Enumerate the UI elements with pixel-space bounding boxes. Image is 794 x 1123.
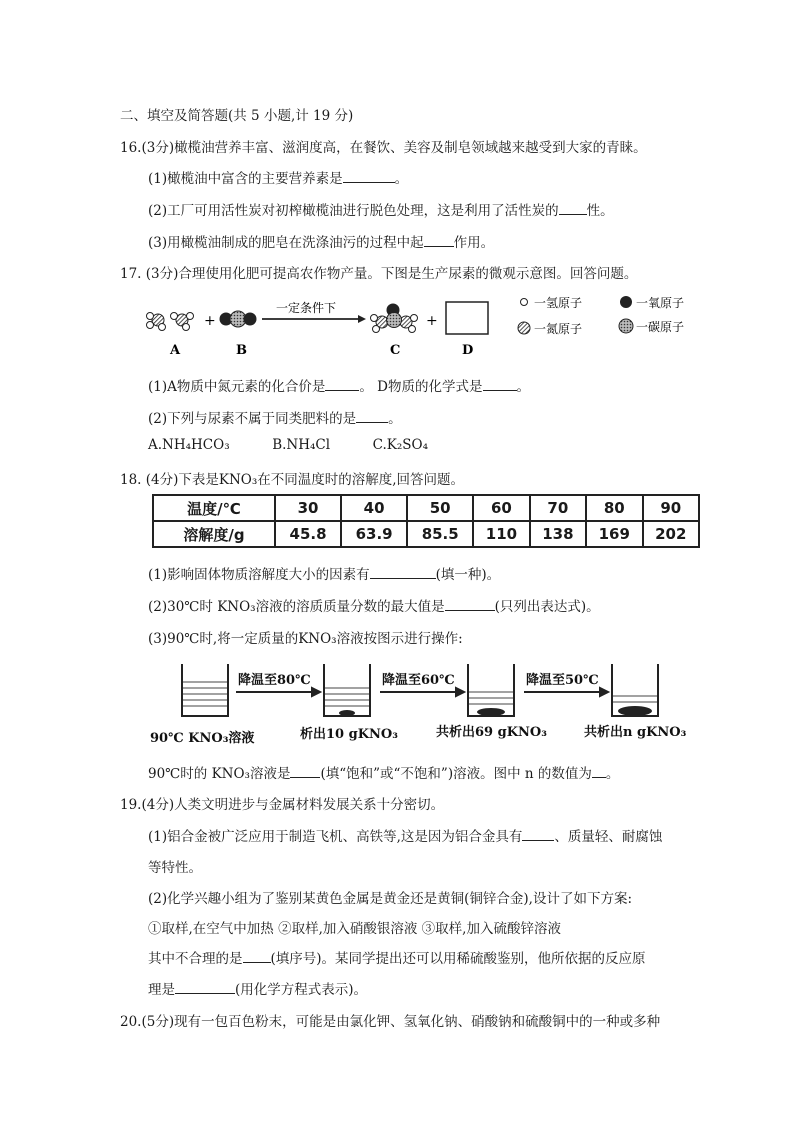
label-d: D (462, 343, 474, 358)
table-cell: 202 (643, 521, 700, 547)
beaker-1 (182, 664, 228, 716)
molecule-b (220, 311, 257, 327)
section-title: 二、填空及简答题(共 5 小题,计 19 分) (120, 108, 354, 124)
answer-blank[interactable] (175, 981, 235, 994)
table-cell: 45.8 (275, 521, 341, 547)
answer-blank[interactable] (424, 234, 454, 247)
plus-sign: + (426, 313, 438, 329)
answer-blank[interactable] (522, 828, 554, 841)
table-cell: 169 (586, 521, 642, 547)
answer-blank[interactable] (343, 170, 395, 183)
q18-stem: 18. (4分)下表是KNO₃在不同温度时的溶解度,回答问题。 (120, 472, 465, 488)
table-cell: 70 (530, 495, 586, 521)
table-cell: 80 (586, 495, 642, 521)
table-row-temperature (153, 495, 699, 521)
cooling-process-diagram (146, 654, 706, 750)
q19-part1: (1)铝合金被广泛应用于制造飞机、高铁等,这是因为铝合金具有 、质量轻、耐腐蚀 (148, 829, 663, 845)
q16-stem: 16.(3分)橄榄油营养丰富、滋润度高，在餐饮、美容及制皂领域越来越受到大家的青睐。 (120, 140, 647, 156)
label-b: B (236, 343, 247, 358)
molecule-d-box (446, 302, 488, 334)
q17-part2: (2)下列与尿素不属于同类肥料的是 。 (148, 411, 402, 427)
atom-legend (518, 296, 684, 336)
answer-blank[interactable] (445, 598, 495, 611)
q17-part1: (1)A物质中氮元素的化合价是 。 D物质的化学式是 。 (148, 379, 530, 395)
q16-part3: (3)用橄榄油制成的肥皂在洗涤油污的过程中起 作用。 (148, 235, 495, 251)
q19-part3-cont: 理是 (用化学方程式表示)。 (148, 982, 368, 998)
legend-nitrogen: 一氮原子 (534, 322, 583, 336)
legend-hydrogen: 一氢原子 (534, 296, 583, 310)
table-cell: 85.5 (407, 521, 473, 547)
table-cell: 138 (530, 521, 586, 547)
q18-part4: 90℃时的 KNO₃溶液是 (填“饱和”或“不饱和”)溶液。图中 n 的数值为 。 (148, 766, 620, 782)
answer-blank[interactable] (370, 566, 436, 579)
table-header-temperature: 温度/℃ (153, 495, 275, 521)
q19-part1-cont: 等特性。 (148, 860, 202, 876)
q19-part3: 其中不合理的是 (填序号)。某同学提出还可以用稀硫酸鉴别，他所依据的反应原 (148, 951, 646, 967)
arrow-label-50: 降温至50℃ (526, 673, 599, 688)
answer-blank[interactable] (290, 765, 320, 778)
legend-oxygen: 一氧原子 (636, 296, 685, 310)
answer-blank[interactable] (483, 378, 517, 391)
q18-part3: (3)90℃时,将一定质量的KNO₃溶液按图示进行操作: (148, 631, 463, 647)
label-c: C (390, 343, 401, 358)
table-cell: 90 (643, 495, 700, 521)
plus-sign: + (204, 313, 216, 329)
crystals-1 (339, 710, 355, 716)
legend-carbon: 一碳原子 (636, 320, 685, 334)
table-cell: 63.9 (341, 521, 407, 547)
q16-part2: (2)工厂可用活性炭对初榨橄榄油进行脱色处理，这是利用了活性炭的 性。 (148, 203, 614, 219)
answer-blank[interactable] (325, 378, 359, 391)
caption-beaker-2: 析出10 gKNO₃ (300, 727, 398, 742)
q16-part1: (1)橄榄油中富含的主要营养素是 。 (148, 171, 409, 187)
option-c[interactable]: C.K₂SO₄ (372, 437, 429, 453)
molecule-c (371, 304, 418, 333)
table-cell: 30 (275, 495, 341, 521)
q18-part2: (2)30℃时 KNO₃溶液的溶质质量分数的最大值是 (只列出表达式)。 (148, 599, 600, 615)
q19-options: ①取样,在空气中加热 ②取样,加入硝酸银溶液 ③取样,加入硫酸锌溶液 (148, 921, 561, 937)
q18-part1: (1)影响固体物质溶解度大小的因素有 (填一种)。 (148, 567, 501, 583)
answer-blank[interactable] (243, 950, 271, 963)
crystals-2 (477, 708, 505, 716)
label-a: A (170, 343, 181, 358)
arrow-label-80: 降温至80℃ (238, 673, 311, 688)
option-b[interactable]: B.NH₄Cl (272, 437, 331, 453)
option-a[interactable]: A.NH₄HCO₃ (148, 437, 230, 453)
table-header-solubility: 溶解度/g (153, 521, 275, 547)
molecule-a (147, 313, 194, 331)
caption-beaker-3: 共析出69 gKNO₃ (436, 725, 547, 740)
answer-blank[interactable] (356, 410, 388, 423)
table-cell: 40 (341, 495, 407, 521)
answer-blank[interactable] (592, 765, 606, 778)
answer-blank[interactable] (559, 202, 587, 215)
table-row-solubility (153, 521, 699, 547)
caption-beaker-4: 共析出n gKNO₃ (584, 725, 687, 740)
solubility-table (152, 494, 700, 548)
table-cell: 60 (473, 495, 529, 521)
q19-stem: 19.(4分)人类文明进步与金属材料发展关系十分密切。 (120, 797, 445, 813)
table-cell: 110 (473, 521, 529, 547)
beaker-2 (324, 664, 370, 716)
table-cell: 50 (407, 495, 473, 521)
q17-stem: 17. (3分)合理使用化肥可提高农作物产量。下图是生产尿素的微观示意图。回答问题。 (120, 266, 638, 282)
arrow-label-60: 降温至60℃ (382, 673, 455, 688)
urea-micro-diagram (140, 290, 710, 362)
caption-beaker-1: 90℃ KNO₃溶液 (150, 731, 255, 746)
q17-options (148, 437, 428, 453)
q20-stem: 20.(5分)现有一包百色粉末，可能是由氯化钾、氢氧化钠、硝酸钠和硫酸铜中的一种或多种 (120, 1014, 661, 1030)
arrow-condition: 一定条件下 (276, 301, 337, 315)
q19-part2: (2)化学兴趣小组为了鉴别某黄色金属是黄金还是黄铜(铜锌合金),设计了如下方案: (148, 891, 632, 907)
crystals-3 (618, 706, 652, 716)
